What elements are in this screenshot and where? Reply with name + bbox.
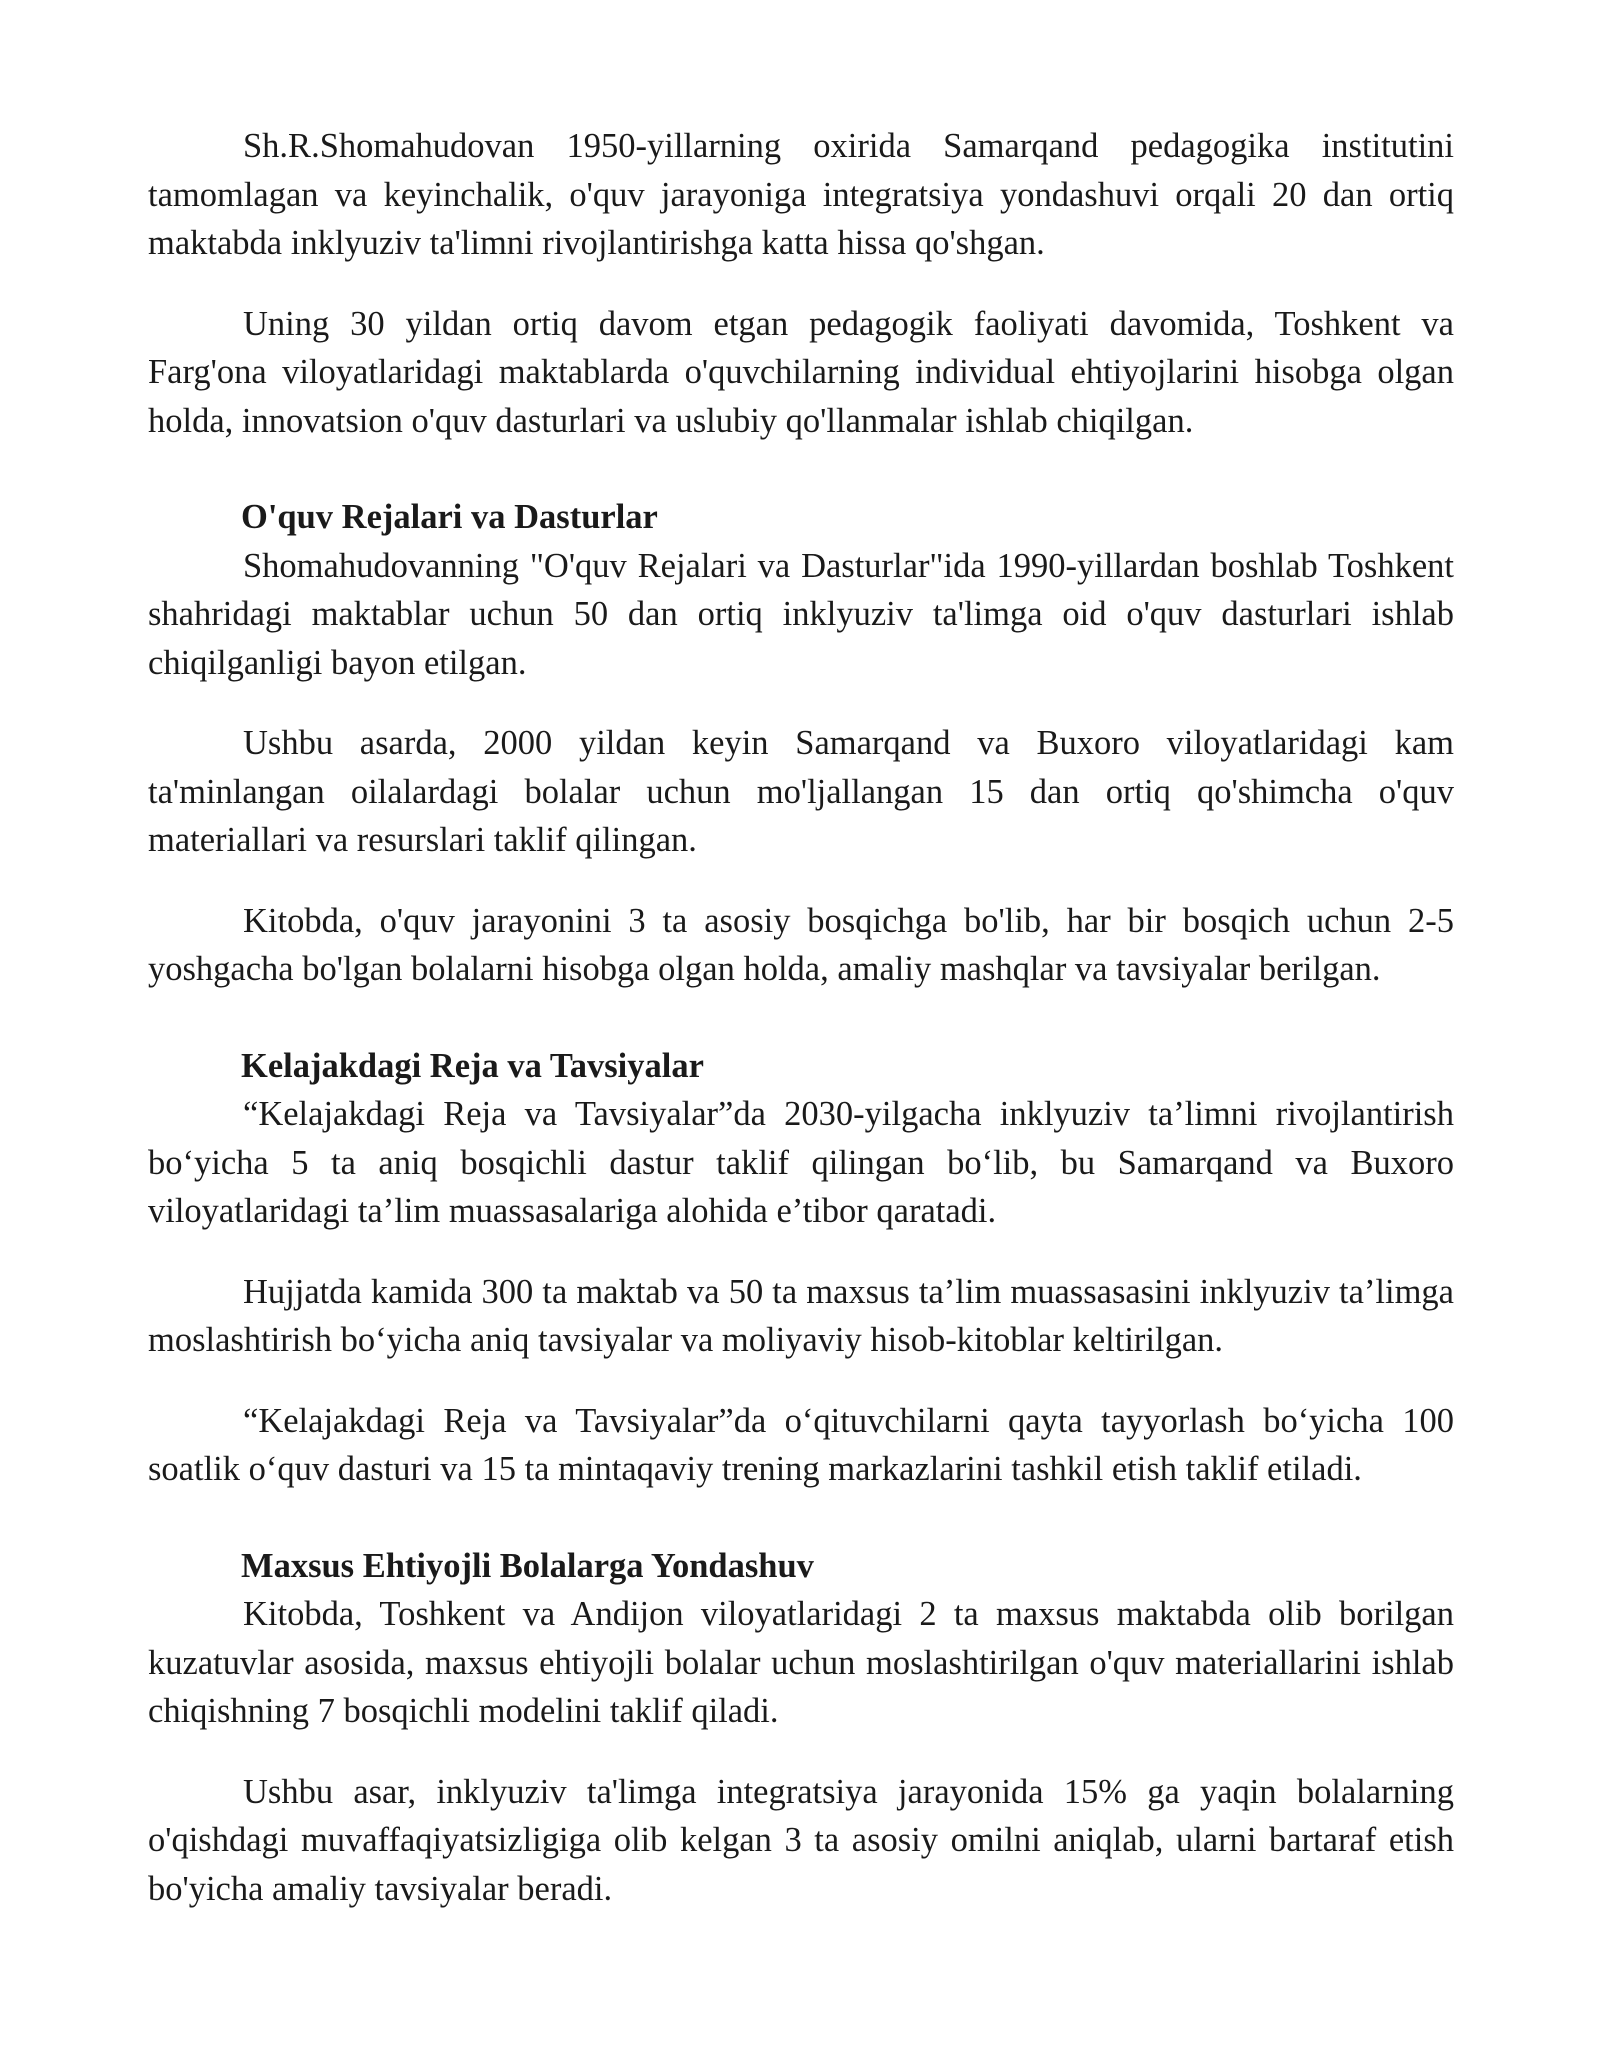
paragraph-intro-2: Uning 30 yildan ortiq davom etgan pedagogik faoliyati davomida, Toshkent va Farg'ona viloyatlaridagi maktablarda o'quvchilarning individual ehtiyojlarini hisobga olgan holda, innovatsion o'quv dasturlari va uslubiy qo'llanmalar ishlab chiqilgan. — [148, 304, 1454, 440]
section2-paragraph-1: “Kelajakdagi Reja va Tavsiyalar”da 2030-yilgacha inklyuziv ta’limni rivojlantirish bo‘yicha 5 ta aniq bosqichli dastur taklif qilingan bo‘lib, bu Samarqand va Buxoro viloyatlaridagi ta’lim muassasalariga alohida e’tibor qaratadi. — [148, 1095, 1454, 1230]
section2-paragraph-3: “Kelajakdagi Reja va Tavsiyalar”da o‘qituvchilarni qayta tayyorlash bo‘yicha 100 soatlik o‘quv dasturi va 15 ta mintaqaviy trening markazlarini tashkil etish taklif etiladi. — [148, 1401, 1454, 1488]
section1-paragraph-1: Shomahudovanning "O'quv Rejalari va Dasturlar"ida 1990-yillardan boshlab Toshkent shahridagi maktablar uchun 50 dan ortiq inklyuziv ta'limga oid o'quv dasturlari ishlab chiqilganligi bayon etilgan. — [148, 546, 1454, 682]
section2-paragraph-2: Hujjatda kamida 300 ta maktab va 50 ta maxsus ta’lim muassasasini inklyuziv ta’limga moslashtirish bo‘yicha aniq tavsiyalar va moliyaviy hisob-kitoblar keltirilgan. — [148, 1272, 1454, 1359]
document-page — [148, 122, 1454, 1913]
section-heading-maxsus-ehtiyojli: Maxsus Ehtiyojli Bolalarga Yondashuv — [241, 1546, 814, 1585]
section1-paragraph-3: Kitobda, o'quv jarayonini 3 ta asosiy bosqichga bo'lib, har bir bosqich uchun 2-5 yoshgacha bo'lgan bolalarni hisobga olgan holda, amaliy mashqlar va tavsiyalar berilgan. — [148, 901, 1454, 988]
section1-paragraph-2: Ushbu asarda, 2000 yildan keyin Samarqand va Buxoro viloyatlaridagi kam ta'minlangan oilalardagi bolalar uchun mo'ljallangan 15 dan ortiq qo'shimcha o'quv materiallari va resurslari taklif qilingan. — [148, 724, 1454, 859]
paragraph-intro-1: Sh.R.Shomahudovan 1950-yillarning oxirida Samarqand pedagogika institutini tamomlagan va keyinchalik, o'quv jarayoniga integratsiya yondashuvi orqali 20 dan ortiq maktabda inklyuziv ta'limni rivojlantirishga katta hissa qo'shgan. — [148, 127, 1454, 262]
section3-paragraph-1: Kitobda, Toshkent va Andijon viloyatlaridagi 2 ta maxsus maktabda olib borilgan kuzatuvlar asosida, maxsus ehtiyojli bolalar uchun moslashtirilgan o'quv materiallarini ishlab chiqishning 7 bosqichli modelini taklif qiladi. — [148, 1595, 1454, 1730]
section-heading-oquv-rejalari: O'quv Rejalari va Dasturlar — [241, 498, 658, 536]
section3-paragraph-2: Ushbu asar, inklyuziv ta'limga integratsiya jarayonida 15% ga yaqin bolalarning o'qishdagi muvaffaqiyatsizligiga olib kelgan 3 ta asosiy omilni aniqlab, ularni bartaraf etish bo'yicha amaliy tavsiyalar beradi. — [148, 1772, 1454, 1908]
section-heading-kelajakdagi-reja: Kelajakdagi Reja va Tavsiyalar — [241, 1046, 704, 1085]
